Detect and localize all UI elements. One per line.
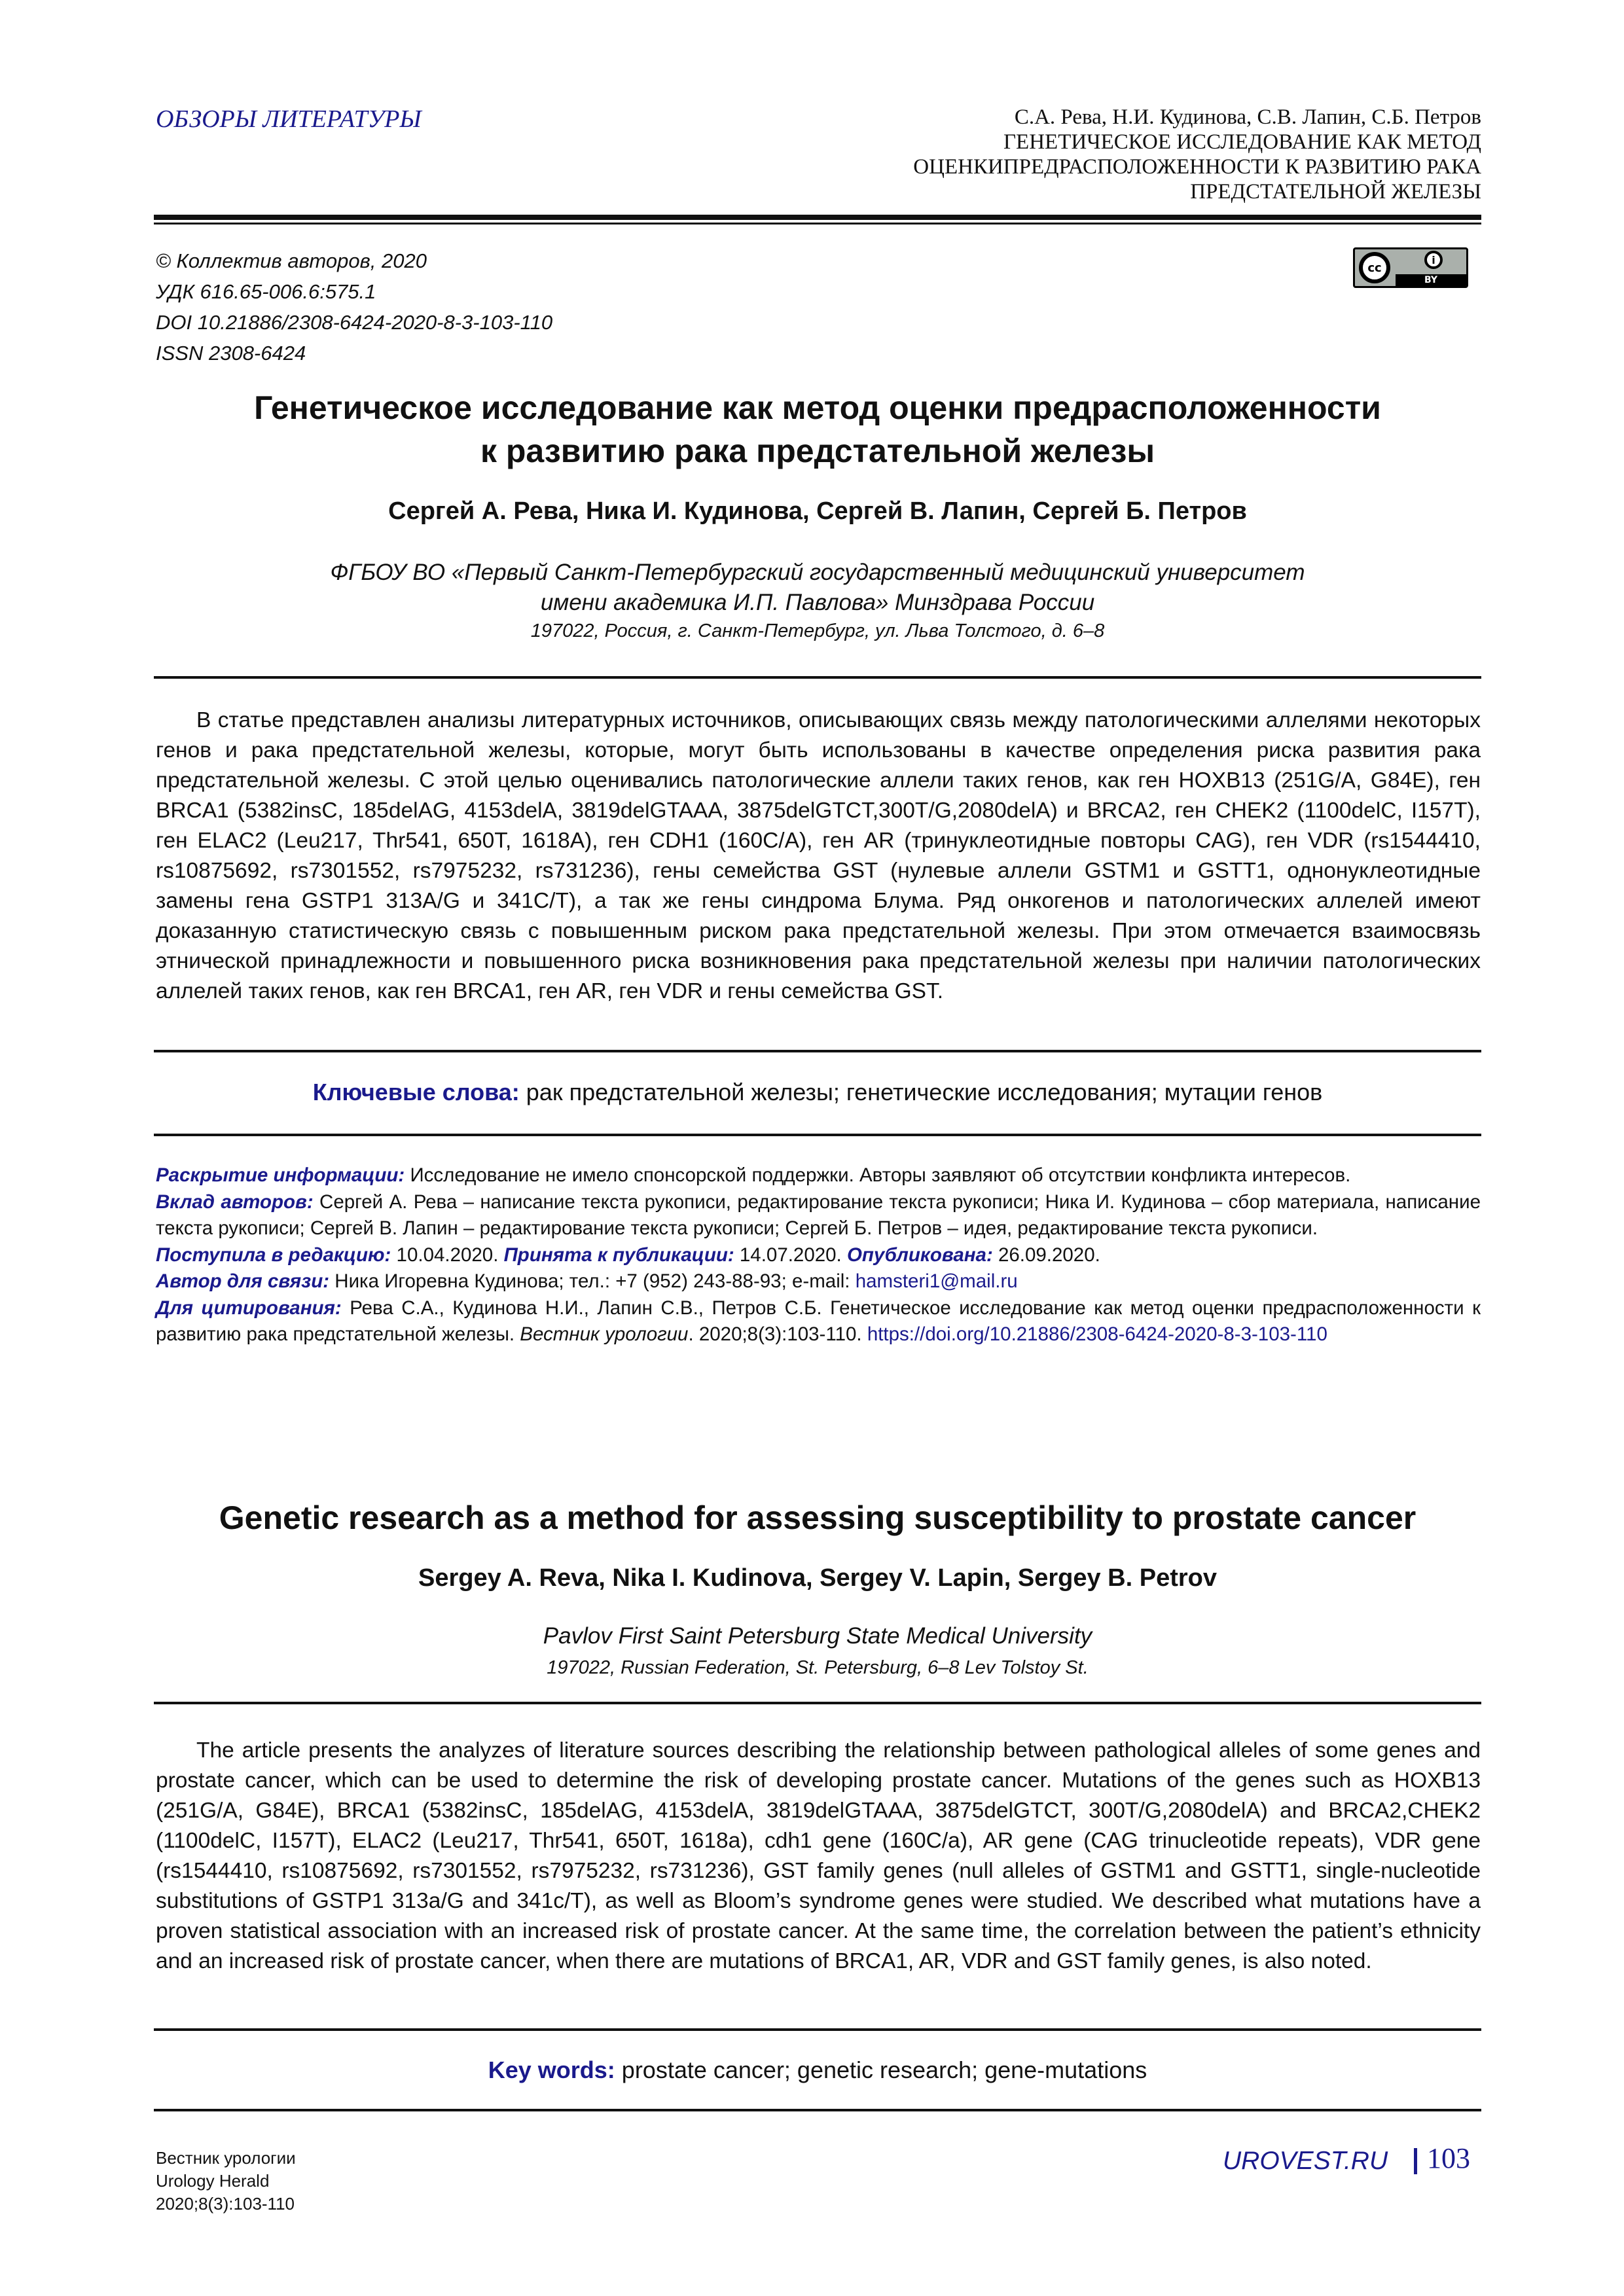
contribution-text: Сергей А. Рева – написание текста рукописи, редактирование текста рукописи; Ника И. Кудинова – сбор материала, написание текста рукописи; Сергей В. Лапин – редактирование текста рукописи; Сергей Б. Петров – идея, редактирование текста рукописи. <box>156 1191 1481 1239</box>
affiliation-line: ФГБОУ ВО «Первый Санкт-Петербургский государственный медицинский университет <box>330 560 1305 585</box>
footer-journal <box>156 2147 296 2215</box>
abstract-ru <box>156 706 1481 1007</box>
keywords-label: Ключевые слова: <box>312 1079 520 1105</box>
divider <box>154 2109 1481 2111</box>
divider <box>154 1702 1481 1704</box>
authors-ru: Сергей А. Рева, Ника И. Кудинова, Сергей В. Лапин, Сергей Б. Петров <box>388 497 1247 525</box>
address-en: 197022, Russian Federation, St. Petersburg, 6–8 Lev Tolstoy St. <box>547 1657 1089 1678</box>
article-meta <box>156 245 552 368</box>
copyright: © Коллектив авторов, 2020 <box>156 249 427 272</box>
authors-en: Sergey A. Reva, Nika I. Kudinova, Sergey V. Lapin, Sergey B. Petrov <box>418 1564 1217 1592</box>
citation-journal: Вестник урологии <box>520 1323 689 1345</box>
accepted-date: 14.07.2020. <box>734 1244 847 1266</box>
cc-icon: cc <box>1359 252 1390 283</box>
keywords-text: рак предстательной железы; генетические исследования; мутации генов <box>519 1079 1323 1105</box>
running-head-title-line: ОЦЕНКИПРЕДРАСПОЛОЖЕННОСТИ К РАЗВИТИЮ РАКА <box>913 155 1481 179</box>
divider <box>154 1134 1481 1136</box>
disclosure-text: Исследование не имело спонсорской поддержки. Авторы заявляют об отсутствии конфликта интересов. <box>405 1164 1351 1186</box>
page-number-divider <box>1414 2148 1417 2174</box>
corresponding-label: Автор для связи: <box>156 1270 330 1292</box>
dates <box>156 1242 1481 1269</box>
received-label: Поступила в редакцию: <box>156 1244 391 1266</box>
udk: УДК 616.65-006.6:575.1 <box>156 280 376 303</box>
by-label: BY <box>1396 274 1466 286</box>
received-date: 10.04.2020. <box>391 1244 504 1266</box>
article-title-en: Genetic research as a method for assessing susceptibility to prostate cancer <box>219 1499 1416 1536</box>
citation-text: Рева С.А., Кудинова Н.И., Лапин С.В., Петров С.Б. Генетическое исследование как метод оценки предрасположенности к развитию рака предстательной железы. <box>156 1297 1481 1345</box>
abstract-en <box>156 1736 1481 1977</box>
journal-issue: 2020;8(3):103-110 <box>156 2194 295 2214</box>
disclosure <box>156 1162 1481 1189</box>
keywords-label: Key words: <box>488 2056 615 2083</box>
divider <box>154 1050 1481 1052</box>
address-ru: 197022, Россия, г. Санкт-Петербург, ул. Льва Толстого, д. 6–8 <box>530 620 1105 641</box>
issn: ISSN 2308-6424 <box>156 342 306 365</box>
abstract-text: The article presents the analyzes of literature sources describing the relationship between pathological alleles of some genes and prostate cancer, which can be used to determine the risk of developing prostate cancer. Mutations of the genes such as HOXB13 (251G/A, G84E), BRCA1 (5382insC, 185delAG, 4153delA, 3819delGTAAA, 3875delGTCT, 300T/G,2080delA) and BRCA2,CHEK2 (1100delC, I157T), ELAC2 (Leu217, Thr541, 650T, 1618a), cdh1 gene (160C/a), AR gene (CAG trinucleotide repeats), VDR gene (rs1544410, rs10875692, rs7301552, rs7975232, rs731236), GST family genes (null alleles of GSTM1 and GSTT1, single-nucleotide substitutions of GSTP1 313a/G and 341c/T), as well as Bloom’s syndrome genes were studied. We described what mutations have a proven statistical association with an increased risk of prostate cancer. At the same time, the correlation between the patient’s ethnicity and an increased risk of prostate cancer, when there are mutations of BRCA1, AR, VDR and GST family genes, is also noted. <box>156 1738 1481 1973</box>
doi-link[interactable]: https://doi.org/10.21886/2308-6424-2020-8-3-103-110 <box>867 1323 1327 1345</box>
article-info <box>156 1162 1481 1348</box>
running-head-title-line: ГЕНЕТИЧЕСКОЕ ИССЛЕДОВАНИЕ КАК МЕТОД <box>1003 130 1481 154</box>
journal-website-link[interactable]: UROVEST.RU <box>1223 2147 1388 2175</box>
article-title-ru <box>154 386 1481 473</box>
header-thin-rule <box>154 223 1481 224</box>
keywords-en <box>154 2056 1481 2084</box>
affiliation-ru <box>154 558 1481 618</box>
cc-by-license-icon[interactable] <box>1353 247 1468 288</box>
title-line: к развитию рака предстательной железы <box>480 433 1155 469</box>
journal-name-ru: Вестник урологии <box>156 2148 296 2168</box>
running-head <box>913 105 1481 204</box>
published-label: Опубликована: <box>846 1244 993 1266</box>
keywords-text: prostate cancer; genetic research; gene-mutations <box>615 2056 1147 2083</box>
abstract-text: В статье представлен анализы литературных источников, описывающих связь между патологическими аллелями некоторых генов и рака предстательной железы, которые, могут быть использованы в качестве определения риска развития рака предстательной железы. С этой целью оценивались патологические аллели таких генов, как ген HOXB13 (251G/A, G84E), ген BRCA1 (5382insC, 185delAG, 4153delA, 3819delGTAAA, 3875delGTCT,300T/G,2080delA) и BRCA2, ген CHEK2 (1100delC, I157T), ген ELAC2 (Leu217, Thr541, 650T, 1618A), ген CDH1 (160C/A), ген AR (тринуклеотидные повторы CAG), ген VDR (rs1544410, rs10875692, rs7301552, rs7975232, rs731236), гены семейства GST (нулевые аллели GSTM1 и GSTT1, однонуклеотидные замены гена GSTP1 313A/G и 341C/T), а так же гены синдрома Блума. Ряд онкогенов и патологических аллелей имеют доказанную статистическую связь с повышенным риском рака предстательной железы. При этом отмечается взаимосвязь этнической принадлежности и повышенного риска возникновения рака предстательной железы при наличии патологических аллелей таких генов, как ген BRCA1, ген AR, ген VDR и гены семейства GST. <box>156 708 1481 1003</box>
citation-tail: . 2020;8(3):103-110. <box>688 1323 867 1345</box>
citation <box>156 1295 1481 1348</box>
contribution <box>156 1189 1481 1242</box>
section-label: ОБЗОРЫ ЛИТЕРАТУРЫ <box>156 105 422 133</box>
keywords-ru <box>154 1079 1481 1106</box>
page-number: 103 <box>1427 2142 1470 2174</box>
running-head-title-line: ПРЕДСТАТЕЛЬНОЙ ЖЕЛЕЗЫ <box>1190 180 1481 204</box>
divider <box>154 2028 1481 2031</box>
disclosure-label: Раскрытие информации: <box>156 1164 405 1186</box>
affiliation-en: Pavlov First Saint Petersburg State Medical University <box>543 1623 1092 1649</box>
running-head-authors: С.А. Рева, Н.И. Кудинова, С.В. Лапин, С.Б. Петров <box>1014 105 1481 129</box>
contribution-label: Вклад авторов: <box>156 1191 314 1213</box>
affiliation-line: имени академика И.П. Павлова» Минздрава России <box>540 590 1095 615</box>
header-thick-rule <box>154 215 1481 220</box>
citation-label: Для цитирования: <box>156 1297 342 1319</box>
doi: DOI 10.21886/2308-6424-2020-8-3-103-110 <box>156 311 553 334</box>
title-line: Генетическое исследование как метод оценки предрасположенности <box>254 389 1381 426</box>
journal-name-en: Urology Herald <box>156 2171 270 2191</box>
published-date: 26.09.2020. <box>992 1244 1100 1266</box>
divider <box>154 676 1481 679</box>
email-link[interactable]: hamsteri1@mail.ru <box>855 1270 1018 1292</box>
corresponding-text: Ника Игоревна Кудинова; тел.: +7 (952) 243-88-93; e-mail: <box>329 1270 856 1292</box>
corresponding-author <box>156 1268 1481 1295</box>
attribution-icon: i <box>1424 251 1443 269</box>
accepted-label: Принята к публикации: <box>503 1244 734 1266</box>
